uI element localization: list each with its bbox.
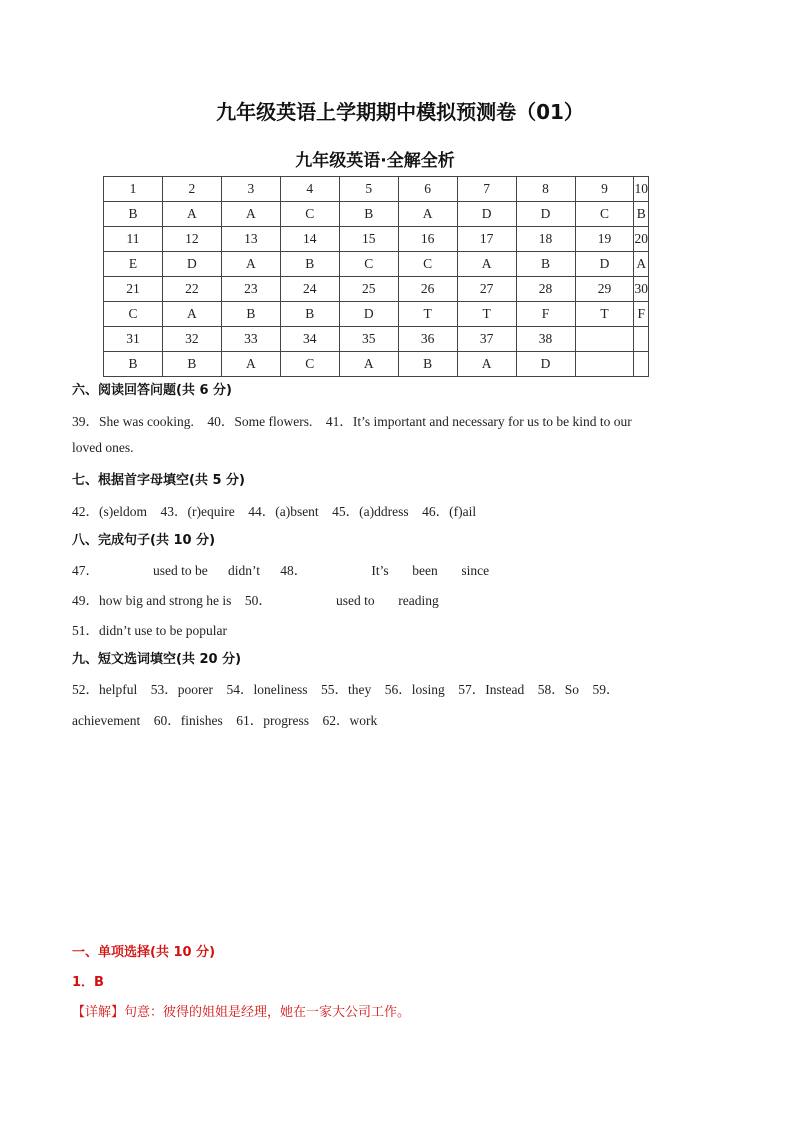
answer-cell: B [162,352,221,377]
answer-cell: B [280,302,339,327]
answer-cell: D [575,252,634,277]
answer-cell: D [339,302,398,327]
table-row [104,227,649,252]
question-number-cell: 31 [104,327,163,352]
question-number-cell: 37 [457,327,516,352]
section-8-line-2: 49．how big and strong he is 50． used to reading [72,593,439,608]
question-number-cell: 16 [398,227,457,252]
table-row [104,302,649,327]
answer-table [103,176,649,377]
question-number-cell [575,327,634,352]
document-subtitle: 九年级英语·全解全析 [295,151,455,171]
question-number-cell [634,327,649,352]
answer-cell: F [516,302,575,327]
answer-cell: T [575,302,634,327]
section-9-line-2: achievement 60．finishes 61．progress 62．work [72,713,378,728]
question-number-cell: 35 [339,327,398,352]
question-number-cell: 36 [398,327,457,352]
answer-cell: B [104,352,163,377]
question-number-cell: 25 [339,277,398,302]
question-number-cell: 18 [516,227,575,252]
answer-cell: A [457,252,516,277]
question-number-cell: 26 [398,277,457,302]
section-6-line-2: loved ones. [72,440,134,455]
section-8-line-3: 51．didn’t use to be popular [72,623,227,638]
answer-cell: T [398,302,457,327]
table-row [104,177,649,202]
answer-cell: A [162,202,221,227]
question-number-cell: 30 [634,277,649,302]
answer-cell: C [104,302,163,327]
question-number-cell: 4 [280,177,339,202]
question-number-cell: 38 [516,327,575,352]
answer-cell: A [634,252,649,277]
answer-cell: C [575,202,634,227]
answer-cell: B [104,202,163,227]
question-number-cell: 12 [162,227,221,252]
question-number-cell: 19 [575,227,634,252]
section-7-heading: 七、根据首字母填空(共 5 分) [72,473,245,488]
question-number-cell: 9 [575,177,634,202]
answer-cell: D [457,202,516,227]
question-number-cell: 24 [280,277,339,302]
answer-cell: A [457,352,516,377]
question-number-cell: 6 [398,177,457,202]
answer-cell: C [280,202,339,227]
answer-cell [634,352,649,377]
question-number-cell: 28 [516,277,575,302]
question-number-cell: 27 [457,277,516,302]
question-number-cell: 13 [221,227,280,252]
answer-cell: B [280,252,339,277]
question-number-cell: 8 [516,177,575,202]
section-1-answer: 1．B [72,975,104,990]
question-number-cell: 33 [221,327,280,352]
answer-cell: C [280,352,339,377]
answer-cell: B [339,202,398,227]
question-number-cell: 14 [280,227,339,252]
question-number-cell: 1 [104,177,163,202]
answer-cell: A [398,202,457,227]
question-number-cell: 34 [280,327,339,352]
answer-cell: A [162,302,221,327]
section-8-heading: 八、完成句子(共 10 分) [72,533,216,548]
section-6-line-1: 39．She was cooking. 40．Some flowers. 41．It’s important and necessary for us to be kind to our [72,414,632,429]
answer-cell: E [104,252,163,277]
answer-cell: A [339,352,398,377]
question-number-cell: 7 [457,177,516,202]
section-1-heading: 一、单项选择(共 10 分) [72,945,216,960]
section-1-detail: 【详解】句意：彼得的姐姐是经理，她在一家大公司工作。 [72,1005,411,1020]
table-row [104,327,649,352]
answer-cell: D [516,202,575,227]
question-number-cell: 3 [221,177,280,202]
answer-cell: F [634,302,649,327]
question-number-cell: 2 [162,177,221,202]
section-8-line-1: 47． used to be didn’t 48． It’s been since [72,563,490,578]
section-9-heading: 九、短文选词填空(共 20 分) [72,652,242,667]
question-number-cell: 11 [104,227,163,252]
answer-cell: B [398,352,457,377]
question-number-cell: 21 [104,277,163,302]
answer-cell: C [398,252,457,277]
question-number-cell: 20 [634,227,649,252]
table-row [104,277,649,302]
question-number-cell: 17 [457,227,516,252]
question-number-cell: 10 [634,177,649,202]
answer-cell: B [221,302,280,327]
section-9-line-1: 52．helpful 53．poorer 54．loneliness 55．they 56．losing 57．Instead 58．So 59． [72,682,620,697]
section-6-heading: 六、阅读回答问题(共 6 分) [72,383,232,398]
table-row [104,202,649,227]
question-number-cell: 22 [162,277,221,302]
section-7-line-1: 42．(s)eldom 43．(r)equire 44．(a)bsent 45．(a)ddress 46．(f)ail [72,504,477,519]
answer-cell: D [516,352,575,377]
answer-cell: C [339,252,398,277]
answer-cell: T [457,302,516,327]
table-row [104,352,649,377]
table-row [104,252,649,277]
answer-cell: A [221,202,280,227]
question-number-cell: 5 [339,177,398,202]
answer-cell: B [634,202,649,227]
question-number-cell: 15 [339,227,398,252]
question-number-cell: 29 [575,277,634,302]
answer-cell: B [516,252,575,277]
question-number-cell: 32 [162,327,221,352]
answer-cell: A [221,252,280,277]
document-title: 九年级英语上学期期中模拟预测卷（01） [216,100,584,124]
answer-cell: D [162,252,221,277]
answer-cell: A [221,352,280,377]
question-number-cell: 23 [221,277,280,302]
answer-cell [575,352,634,377]
